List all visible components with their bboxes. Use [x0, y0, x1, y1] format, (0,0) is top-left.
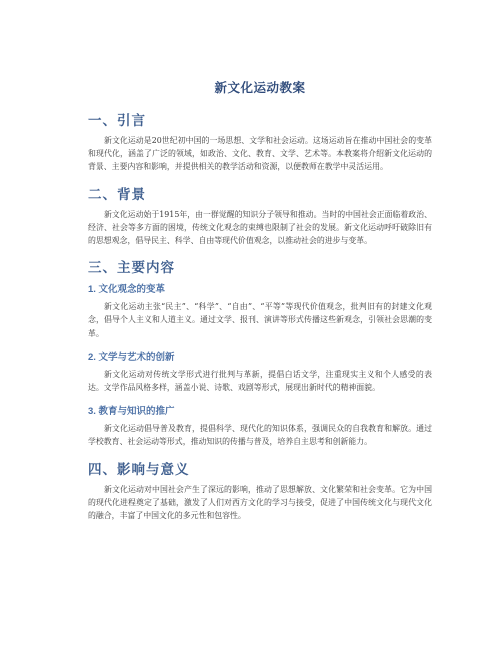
subsection-paragraph-literature: 新文化运动对传统文学形式进行批判与革新，提倡白话文学，注重现实主义和个人感受的表达。文学作品风格多样，涵盖小说、诗歌、戏剧等形式，展现出新时代的精神面貌。	[88, 369, 432, 393]
subsection-paragraph-culture: 新文化运动主张“民主”、“科学”、“自由”、“平等”等现代价值观念，批判旧有的封建文化观念，倡导个人主义和人道主义。通过文学、报刊、演讲等形式传播这些新观念，引领社会思潮的变革。	[88, 302, 432, 338]
section-paragraph-impact: 新文化运动对中国社会产生了深远的影响，推动了思想解放、文化繁荣和社会变革。它为中国的现代化进程奠定了基础，激发了人们对西方文化的学习与接受，促进了中国传统文化与现代文化的融合，丰富了中国文化的多元性和包容性。	[88, 484, 432, 521]
document-title: 新文化运动教案	[214, 81, 306, 95]
section-paragraph-background: 新文化运动始于1915年，由一群觉醒的知识分子领导和推动。当时的中国社会正面临着政治、经济、社会等多方面的困境，传统文化观念的束缚也限制了社会的发展。新文化运动呼吁破除旧有的思想观念，倡导民主、科学、自由等现代价值观念，以推动社会的进步与变革。	[88, 209, 432, 246]
section-heading-main-content: 三、主要内容	[88, 260, 175, 276]
section-heading-background: 二、背景	[88, 186, 146, 202]
subsection-paragraph-education: 新文化运动倡导普及教育，提倡科学、现代化的知识体系，强调民众的自我教育和解放。通过学校教育、社会运动等形式，推动知识的传播与普及，培养自主思考和创新能力。	[88, 424, 432, 447]
subsection-heading-culture: 1. 文化观念的变革	[88, 284, 166, 296]
section-heading-impact: 四、影响与意义	[88, 461, 190, 477]
subsection-heading-literature: 2. 文学与艺术的创新	[88, 351, 175, 363]
section-heading-introduction: 一、引言	[88, 113, 146, 128]
section-paragraph-introduction: 新文化运动是20世纪初中国的一场思想、文学和社会运动。这场运动旨在推动中国社会的变革和现代化，涵盖了广泛的领域，如政治、文化、教育、文学、艺术等。本教案将介绍新文化运动的背景、主要内容和影响，并提供相关的教学活动和资源，以便教师在教学中灵活运用。	[88, 136, 432, 172]
subsection-heading-education: 3. 教育与知识的推广	[88, 406, 175, 418]
